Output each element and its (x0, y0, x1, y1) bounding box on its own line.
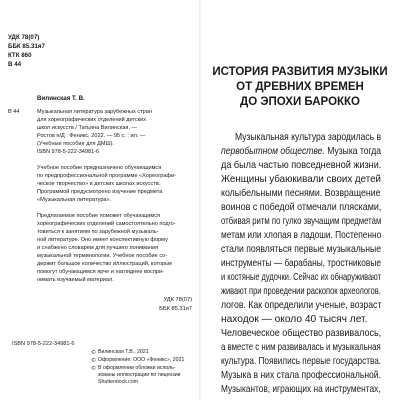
body-line: Женщины убаюкивали своих детей (221, 174, 381, 185)
footer-udk: УДК 78(07) (163, 297, 192, 303)
isbn-line: ISBN 978-5-222-34981-6 (37, 149, 100, 155)
abstract-line: и снабжено словарем для лучшего понимания (37, 245, 159, 251)
copyright-icon: © (91, 350, 97, 356)
body-line: и костяные дудочки. Сейчас их обнаруживают (221, 272, 382, 283)
bbk-code: ББК 85.31я7 (8, 43, 45, 50)
author-heading: Вилинская Т. В. (37, 95, 85, 102)
abstract-line: Учебное пособие предназначено обучающимся (37, 165, 162, 171)
body-line: инструменты — барабаны, тростниковые (221, 258, 381, 269)
body-line: Музыка в них стала профессиональной. (221, 370, 381, 381)
footer-bbk: ББК 85.31я7 (159, 306, 192, 312)
udk-code: УДК 78(07) (8, 34, 40, 41)
isbn: ISBN 978-5-222-34981-6 (12, 341, 75, 347)
biblio-line: Ростов н/Д : Феникс, 2022. — 95 с. : ил. — (37, 133, 146, 139)
chapter-title-line: ДО ЭПОХИ БАРОККО (240, 96, 360, 108)
italic-term: первобытном обществе. (221, 146, 325, 157)
abstract-line: нимать изучаемый материал. (37, 277, 114, 283)
body-line: логов. Как определили ученые, возраст (221, 300, 382, 311)
body-line: стали появляться первые музыкальные (221, 244, 382, 255)
author-code: В 44 (8, 61, 22, 68)
copyright-icon: © (91, 366, 97, 372)
chapter-title-line: ОТ ДРЕВНИХ ВРЕМЕН (236, 81, 364, 93)
abstract-line: товиться к занятиям по зарубежной музыкаль- (37, 229, 159, 235)
biblio-line: (Учебные пособия для ДМШ). (37, 141, 114, 147)
abstract-line: «Музыкальная литература». (37, 197, 112, 203)
abstract-line: Предлагаемое пособие поможет обучающимся (37, 213, 161, 219)
body-line: да была частью повседневной жизни. (221, 160, 382, 171)
abstract-line: по предпрофессиональной программе «Хореографи- (37, 173, 177, 179)
body-line: Музыкальная культура зародилась в (235, 132, 382, 143)
copyright-line: Вилинская Т.В., 2021 (98, 349, 149, 355)
body-line: а вместе с ним развивалась и музыкальная (221, 342, 381, 353)
abstract-line: музыкальной терминологии. Учебное пособие со- (37, 253, 168, 259)
body-line: культура. Появились первые государства. (221, 356, 382, 367)
right-page (200, 0, 400, 400)
body-text-fragment: Музыка тогда (324, 146, 382, 157)
copyright-line: зованы иллюстрации по лицензии (98, 372, 181, 378)
body-line: метам или хлопая в ладоши. Постепенно (221, 230, 382, 241)
body-line: находок — около 40 тысяч лет. (221, 314, 368, 325)
abstract-line: Программой предусмотрено изучение предмета (37, 189, 163, 195)
body-line: Музыкантов, играющих на инструментах, (221, 384, 381, 395)
body-line (221, 147, 381, 157)
biblio-line: Музыкальная литература зарубежных стран (37, 109, 152, 115)
body-line: Человеческое общество развивалось, (221, 328, 382, 339)
call-number: В 44 (8, 109, 20, 115)
abstract-line: держит большое количество иллюстраций, которые (37, 261, 173, 267)
abstract-line: ной литературе. Оно имеет конспективную форму (37, 237, 168, 243)
copyright-icon: © (91, 358, 97, 364)
copyright-line: В оформлении обложки исполь- (98, 365, 176, 371)
body-line: колыбельными песнями. Возвращение (221, 188, 381, 199)
body-line: живают при проведении раскопок археологов. (221, 286, 381, 297)
biblio-line: школ искусств / Татьяна Вилинская. — (37, 125, 138, 131)
chapter-title-line: ИСТОРИЯ РАЗВИТИЯ МУЗЫКИ (212, 66, 388, 78)
body-line: отбивая ритм по гулко звучащим предметам (221, 216, 382, 227)
copyright-line: Оформление: ООО «Феникс», 2021 (98, 357, 185, 363)
body-line: воинов с победой отмечали плясками, (221, 202, 382, 213)
ktk-code: КТК 860 (8, 52, 32, 59)
copyright-line: Shutterstock.com (98, 379, 139, 385)
abstract-line: ческое творчество» в детских школах искусств. (37, 181, 161, 187)
abstract-line: хореографических отделений самостоятельно подго- (37, 221, 176, 227)
abstract-line: помогут обучающимся ярче и нагляднее воспри- (37, 269, 164, 275)
biblio-line: для хореографических отделений детских (37, 117, 146, 123)
